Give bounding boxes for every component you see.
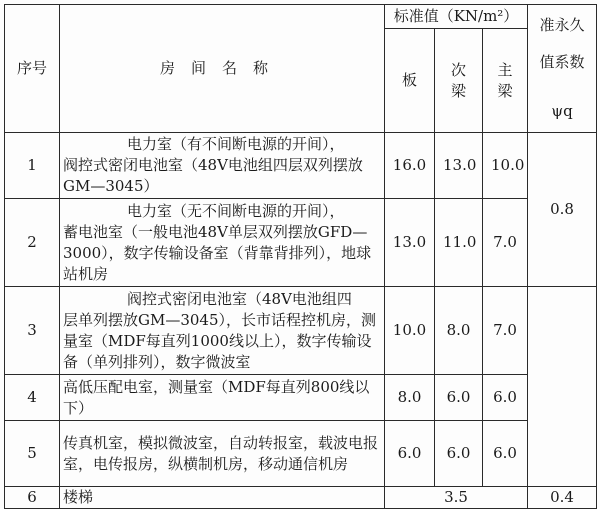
header-main-beam-line1: 主 <box>497 60 513 79</box>
row-secondary-beam: 13.0 <box>435 133 483 199</box>
row-name-rest: 阀控式密闭电池室（48V电池组四层双列摆放GM—3045） <box>63 156 363 195</box>
header-quasi-permanent-coefficient <box>528 5 597 133</box>
table-row <box>5 487 597 509</box>
header-secondary-beam-line1: 次 <box>450 60 466 79</box>
row-slab: 6.0 <box>385 421 435 487</box>
row-main-beam: 6.0 <box>483 421 528 487</box>
row-name-rest: 层单列摆放GM—3045），长市话程控机房，测量室（MDF每直列1000线以上），数字传输设备（单列排列），数字微波室 <box>63 310 377 371</box>
row-name-lead: 电力室（无不间断电源的开间）， <box>127 201 345 220</box>
row-main-beam: 10.0 <box>483 133 528 199</box>
row-secondary-beam: 8.0 <box>435 287 483 375</box>
row-slab: 13.0 <box>385 199 435 287</box>
table-row <box>5 199 597 287</box>
row-combined-value: 3.5 <box>385 487 528 509</box>
header-row-1 <box>5 5 597 29</box>
header-quasi-line2: 值系数 <box>539 53 585 71</box>
row-slab: 8.0 <box>385 375 435 421</box>
header-seq: 序号 <box>5 5 60 133</box>
row-coefficient: 0.4 <box>528 487 597 509</box>
header-secondary-beam-line2: 梁 <box>450 81 466 100</box>
row-name-rest: 传真机室，模拟微波室，自动转报室，载波电报室，电传报房，纵横制机房，移动通信机房 <box>63 433 379 473</box>
row-room-name <box>60 487 385 509</box>
table-row <box>5 133 597 199</box>
table-row <box>5 287 597 375</box>
row-room-name <box>60 199 385 287</box>
table-row <box>5 421 597 487</box>
row-name-rest: 高低压配电室，测量室（MDF每直列800线以下） <box>63 377 370 417</box>
row-name-lead: 电力室（有不间断电源的开间）， <box>127 135 345 153</box>
header-standard-value: 标准值（KN/m²） <box>385 5 528 29</box>
table-row <box>5 375 597 421</box>
row-main-beam: 7.0 <box>483 287 528 375</box>
row-name-rest: 蓄电池室（一般电池48V单层双列摆放GFD—3000），数字传输设备室（背靠背排列），地球站机房 <box>63 222 372 283</box>
row-seq: 5 <box>5 421 60 487</box>
row-room-name <box>60 421 385 487</box>
row-main-beam: 6.0 <box>483 375 528 421</box>
header-quasi-symbol: ψq <box>551 102 573 120</box>
row-seq: 6 <box>5 487 60 509</box>
row-secondary-beam: 6.0 <box>435 375 483 421</box>
row-room-name <box>60 133 385 199</box>
header-room-name: 房间名称 <box>60 5 385 133</box>
row-name-lead: 阀控式密闭电池室（48V电池组四 <box>127 289 352 308</box>
header-quasi-line1: 准永久 <box>539 16 585 34</box>
row-seq: 2 <box>5 199 60 287</box>
row-room-name <box>60 375 385 421</box>
row-secondary-beam: 6.0 <box>435 421 483 487</box>
header-slab: 板 <box>385 29 435 133</box>
row-secondary-beam: 11.0 <box>435 199 483 287</box>
row-slab: 16.0 <box>385 133 435 199</box>
header-main-beam-line2: 梁 <box>497 81 513 100</box>
row-seq: 3 <box>5 287 60 375</box>
row-seq: 4 <box>5 375 60 421</box>
coefficient-rows-3-5 <box>528 287 597 487</box>
row-seq: 1 <box>5 133 60 199</box>
row-slab: 10.0 <box>385 287 435 375</box>
header-main-beam <box>483 29 528 133</box>
row-room-name <box>60 287 385 375</box>
row-name-rest: 楼梯 <box>63 488 94 506</box>
header-secondary-beam <box>435 29 483 133</box>
row-main-beam: 7.0 <box>483 199 528 287</box>
coefficient-rows-1-2: 0.8 <box>528 133 597 287</box>
floor-load-table <box>4 4 597 509</box>
